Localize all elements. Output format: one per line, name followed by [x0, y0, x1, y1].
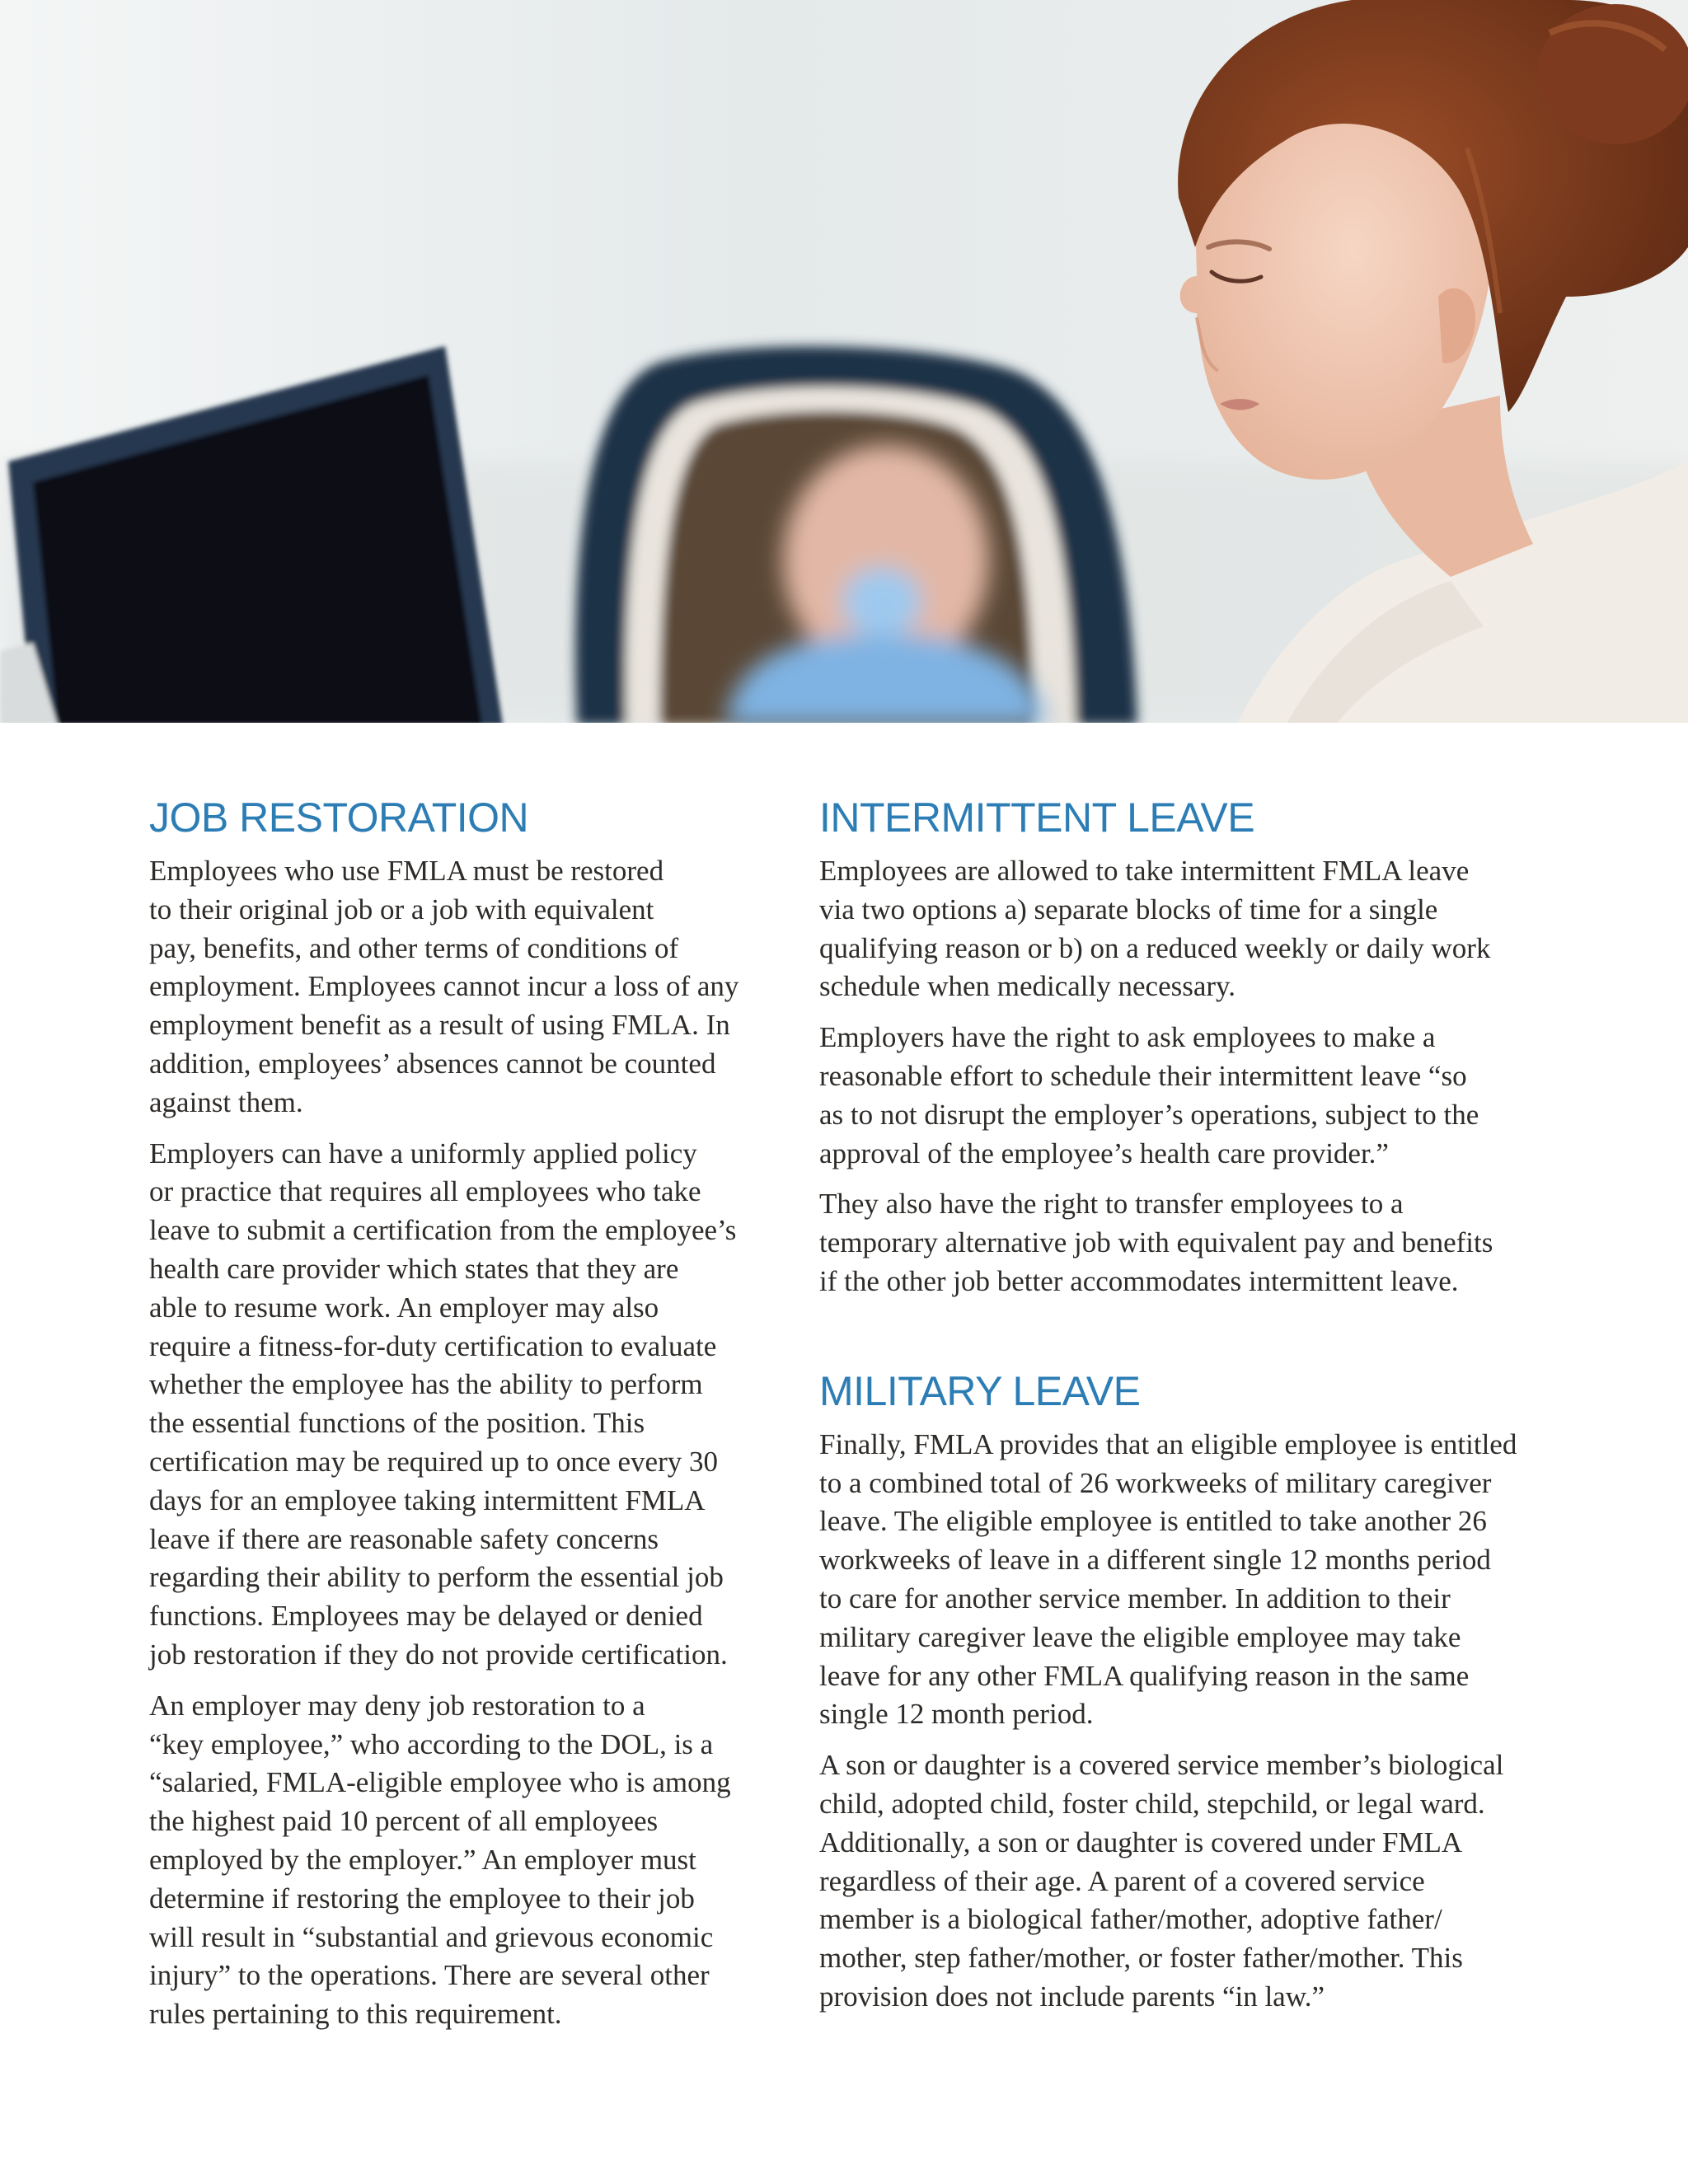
paragraph-job-restoration-1: Employees who use FMLA must be restored to their original job or a job with equivalent pay, benefits, and other terms of conditions of employment. Employees cannot incur a loss of any employment benefit as a result of using FMLA. In addition, employees’ absences cannot be counted against them.	[149, 855, 739, 1118]
heading-job-restoration: JOB RESTORATION	[149, 794, 529, 841]
heading-military-leave: MILITARY LEAVE	[819, 1367, 1141, 1414]
paragraph-military-leave-2: A son or daughter is a covered service member’s biological child, adopted child, foster child, stepchild, or legal ward. Additionally, a son or daughter is covered under FMLA regardless of their age. A parent of a covered service member is a biological father/mother, adoptive father/ mother, step father/mother, or foster father/mother. This provision does not include parents “in law.”	[819, 1749, 1504, 2013]
hero-photo	[0, 0, 1688, 723]
paragraph-intermittent-leave-1: Employees are allowed to take intermittent FMLA leave via two options a) separate blocks of time for a single qualifying reason or b) on a reduced weekly or daily work schedule when medically necessary.	[819, 855, 1491, 1003]
paragraph-job-restoration-2: Employers can have a uniformly applied policy or practice that requires all employees who take leave to submit a certification from the employee’s health care provider which states that they are able to resume work. An employer may also require a fitness-for-duty certification to evaluate whether the employee has the ability to perform the essential functions of the position. This certification may be required up to once every 30 days for an employee taking intermittent FMLA leave if there are reasonable safety concerns regarding their ability to perform the essential job functions. Employees may be delayed or denied job restoration if they do not provide certification.	[149, 1137, 737, 1671]
paragraph-job-restoration-3: An employer may deny job restoration to a “key employee,” who according to the DOL, is a “salaried, FMLA-eligible employee who is among the highest paid 10 percent of all employees employed by the employer.” An employer must determine if restoring the employee to their job will result in “substantial and grievous economic injury” to the operations. There are several other rules pertaining to this requirement.	[149, 1689, 731, 2031]
paragraph-military-leave-1: Finally, FMLA provides that an eligible employee is entitled to a combined total of 26 workweeks of military caregiver leave. The eligible employee is entitled to take another 26 workweeks of leave in a different single 12 months period to care for another service member. In addition to their military caregiver leave the eligible employee may take leave for any other FMLA qualifying reason in the same single 12 month period.	[819, 1427, 1517, 1731]
paragraph-intermittent-leave-3: They also have the right to transfer employees to a temporary alternative job with equivalent pay and benefits if the other job better accommodates intermittent leave.	[819, 1188, 1493, 1297]
paragraph-intermittent-leave-2: Employers have the right to ask employees to make a reasonable effort to schedule their intermittent leave “so as to not disrupt the employer’s operations, subject to the approval of the employee’s health care provider.”	[819, 1021, 1479, 1169]
left-column	[149, 791, 776, 2046]
section-spacer	[819, 1314, 1561, 1365]
heading-intermittent-leave: INTERMITTENT LEAVE	[819, 794, 1255, 841]
right-column	[819, 791, 1561, 2029]
